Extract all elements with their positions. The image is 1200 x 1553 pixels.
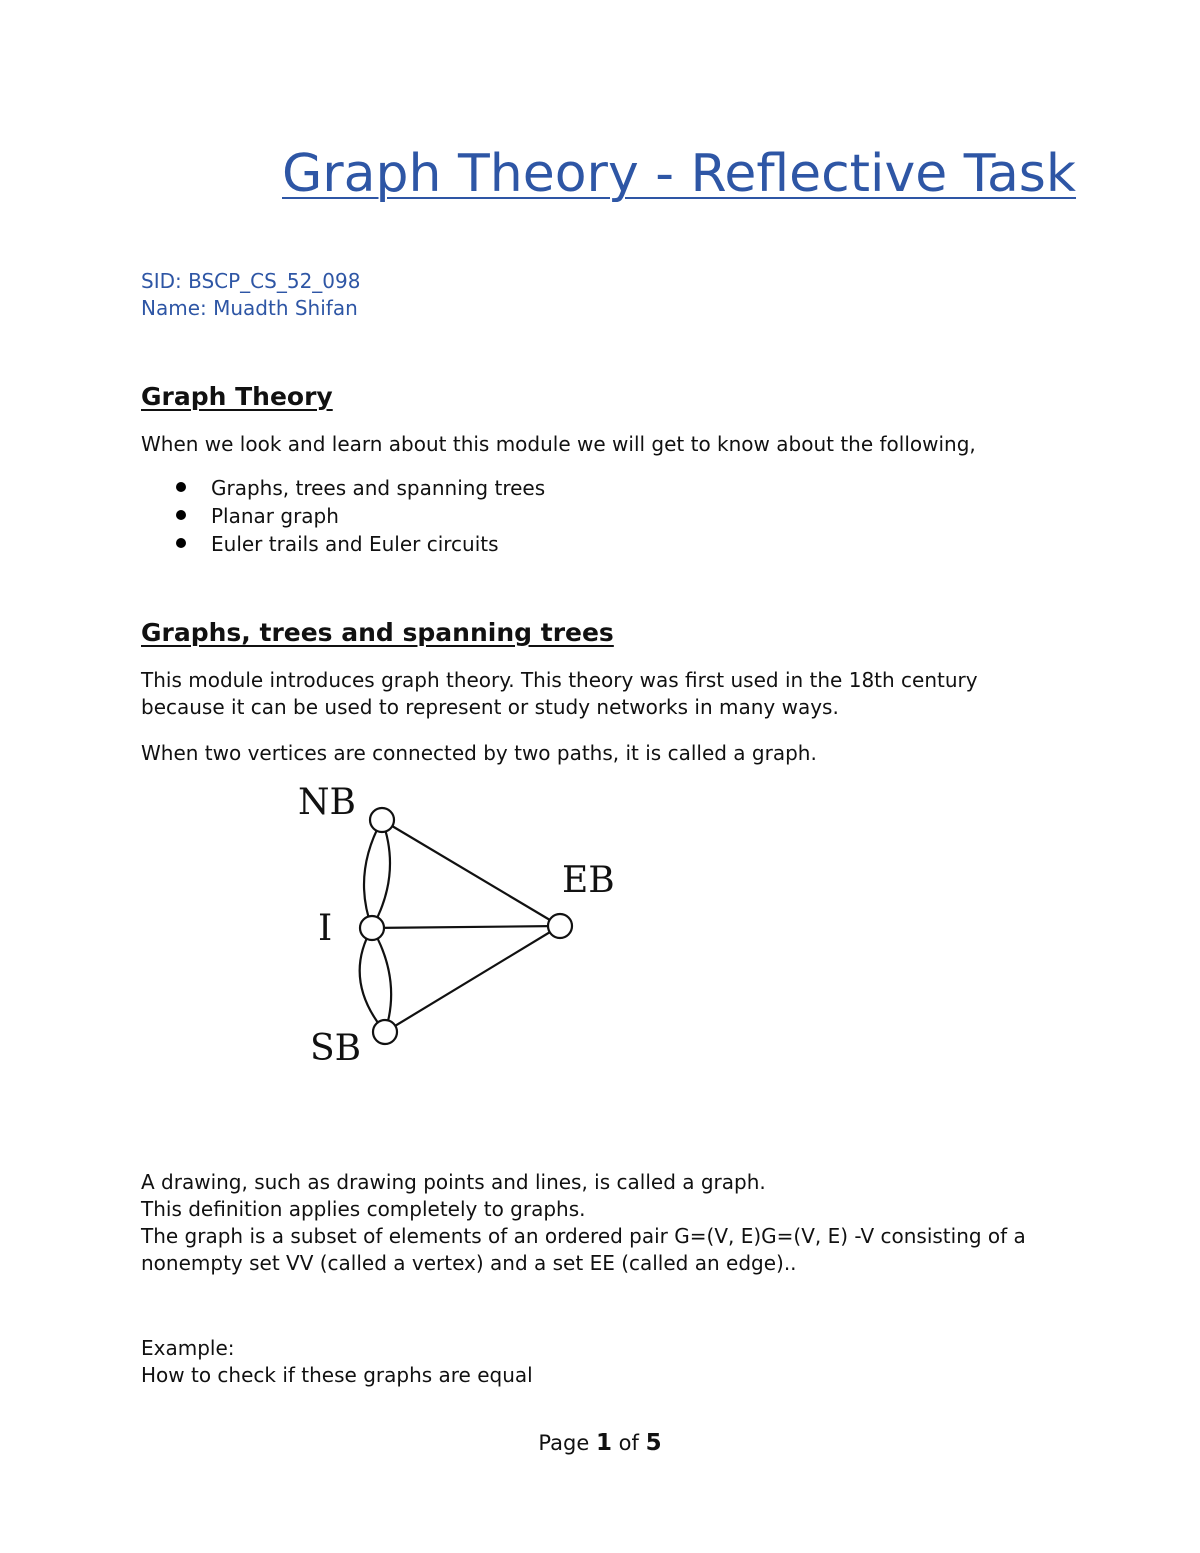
section-intro: When we look and learn about this module we will get to know about the following,: [141, 432, 976, 456]
section-heading-graphs-trees: Graphs, trees and spanning trees: [141, 618, 614, 647]
bullet-icon: [176, 482, 186, 492]
node-label-eb: EB: [562, 860, 615, 901]
section-heading-graph-theory: Graph Theory: [141, 382, 333, 411]
node-label-sb: SB: [310, 1028, 362, 1069]
graph-figure: [290, 780, 630, 1070]
node-nb: [370, 808, 394, 832]
student-id: SID: BSCP_CS_52_098: [141, 269, 361, 293]
node-i: [360, 916, 384, 940]
student-name: Name: Muadth Shifan: [141, 296, 358, 320]
node-eb: [548, 914, 572, 938]
page-footer: [0, 1430, 1200, 1456]
example-label: Example:: [141, 1336, 235, 1360]
list-item: Euler trails and Euler circuits: [141, 530, 545, 558]
paragraph-intro: This module introduces graph theory. This theory was first used in the 18th century because it can be used to represent or study networks in many ways.: [141, 668, 978, 719]
edge-nb-eb: [382, 820, 560, 926]
edge-i-sb-left: [360, 928, 385, 1032]
edge-i-eb: [372, 926, 560, 928]
bullet-icon: [176, 510, 186, 520]
node-label-i: I: [318, 908, 333, 949]
paragraph-definition: When two vertices are connected by two paths, it is called a graph.: [141, 741, 817, 765]
text-line-3: The graph is a subset of elements of an ordered pair G=(V, E)G=(V, E) -V consisting of a nonempty set VV (called a vertex) and a set EE (called an edge)..: [141, 1224, 1026, 1275]
node-sb: [373, 1020, 397, 1044]
footer-of-word: of: [618, 1431, 639, 1455]
node-label-nb: NB: [298, 782, 356, 823]
text-line-1: A drawing, such as drawing points and lines, is called a graph.: [141, 1170, 766, 1194]
edge-sb-eb: [385, 926, 560, 1032]
document-title: Graph Theory - Reflective Task: [282, 144, 1077, 204]
list-item: Planar graph: [141, 502, 545, 530]
footer-page-word: Page: [538, 1431, 590, 1455]
footer-total-pages: 5: [645, 1430, 662, 1456]
text-line-2: This definition applies completely to graphs.: [141, 1197, 586, 1221]
footer-current-page: 1: [595, 1430, 612, 1456]
list-item: Graphs, trees and spanning trees: [141, 474, 545, 502]
bullet-icon: [176, 538, 186, 548]
topic-list: [141, 474, 545, 558]
example-text: How to check if these graphs are equal: [141, 1363, 533, 1387]
